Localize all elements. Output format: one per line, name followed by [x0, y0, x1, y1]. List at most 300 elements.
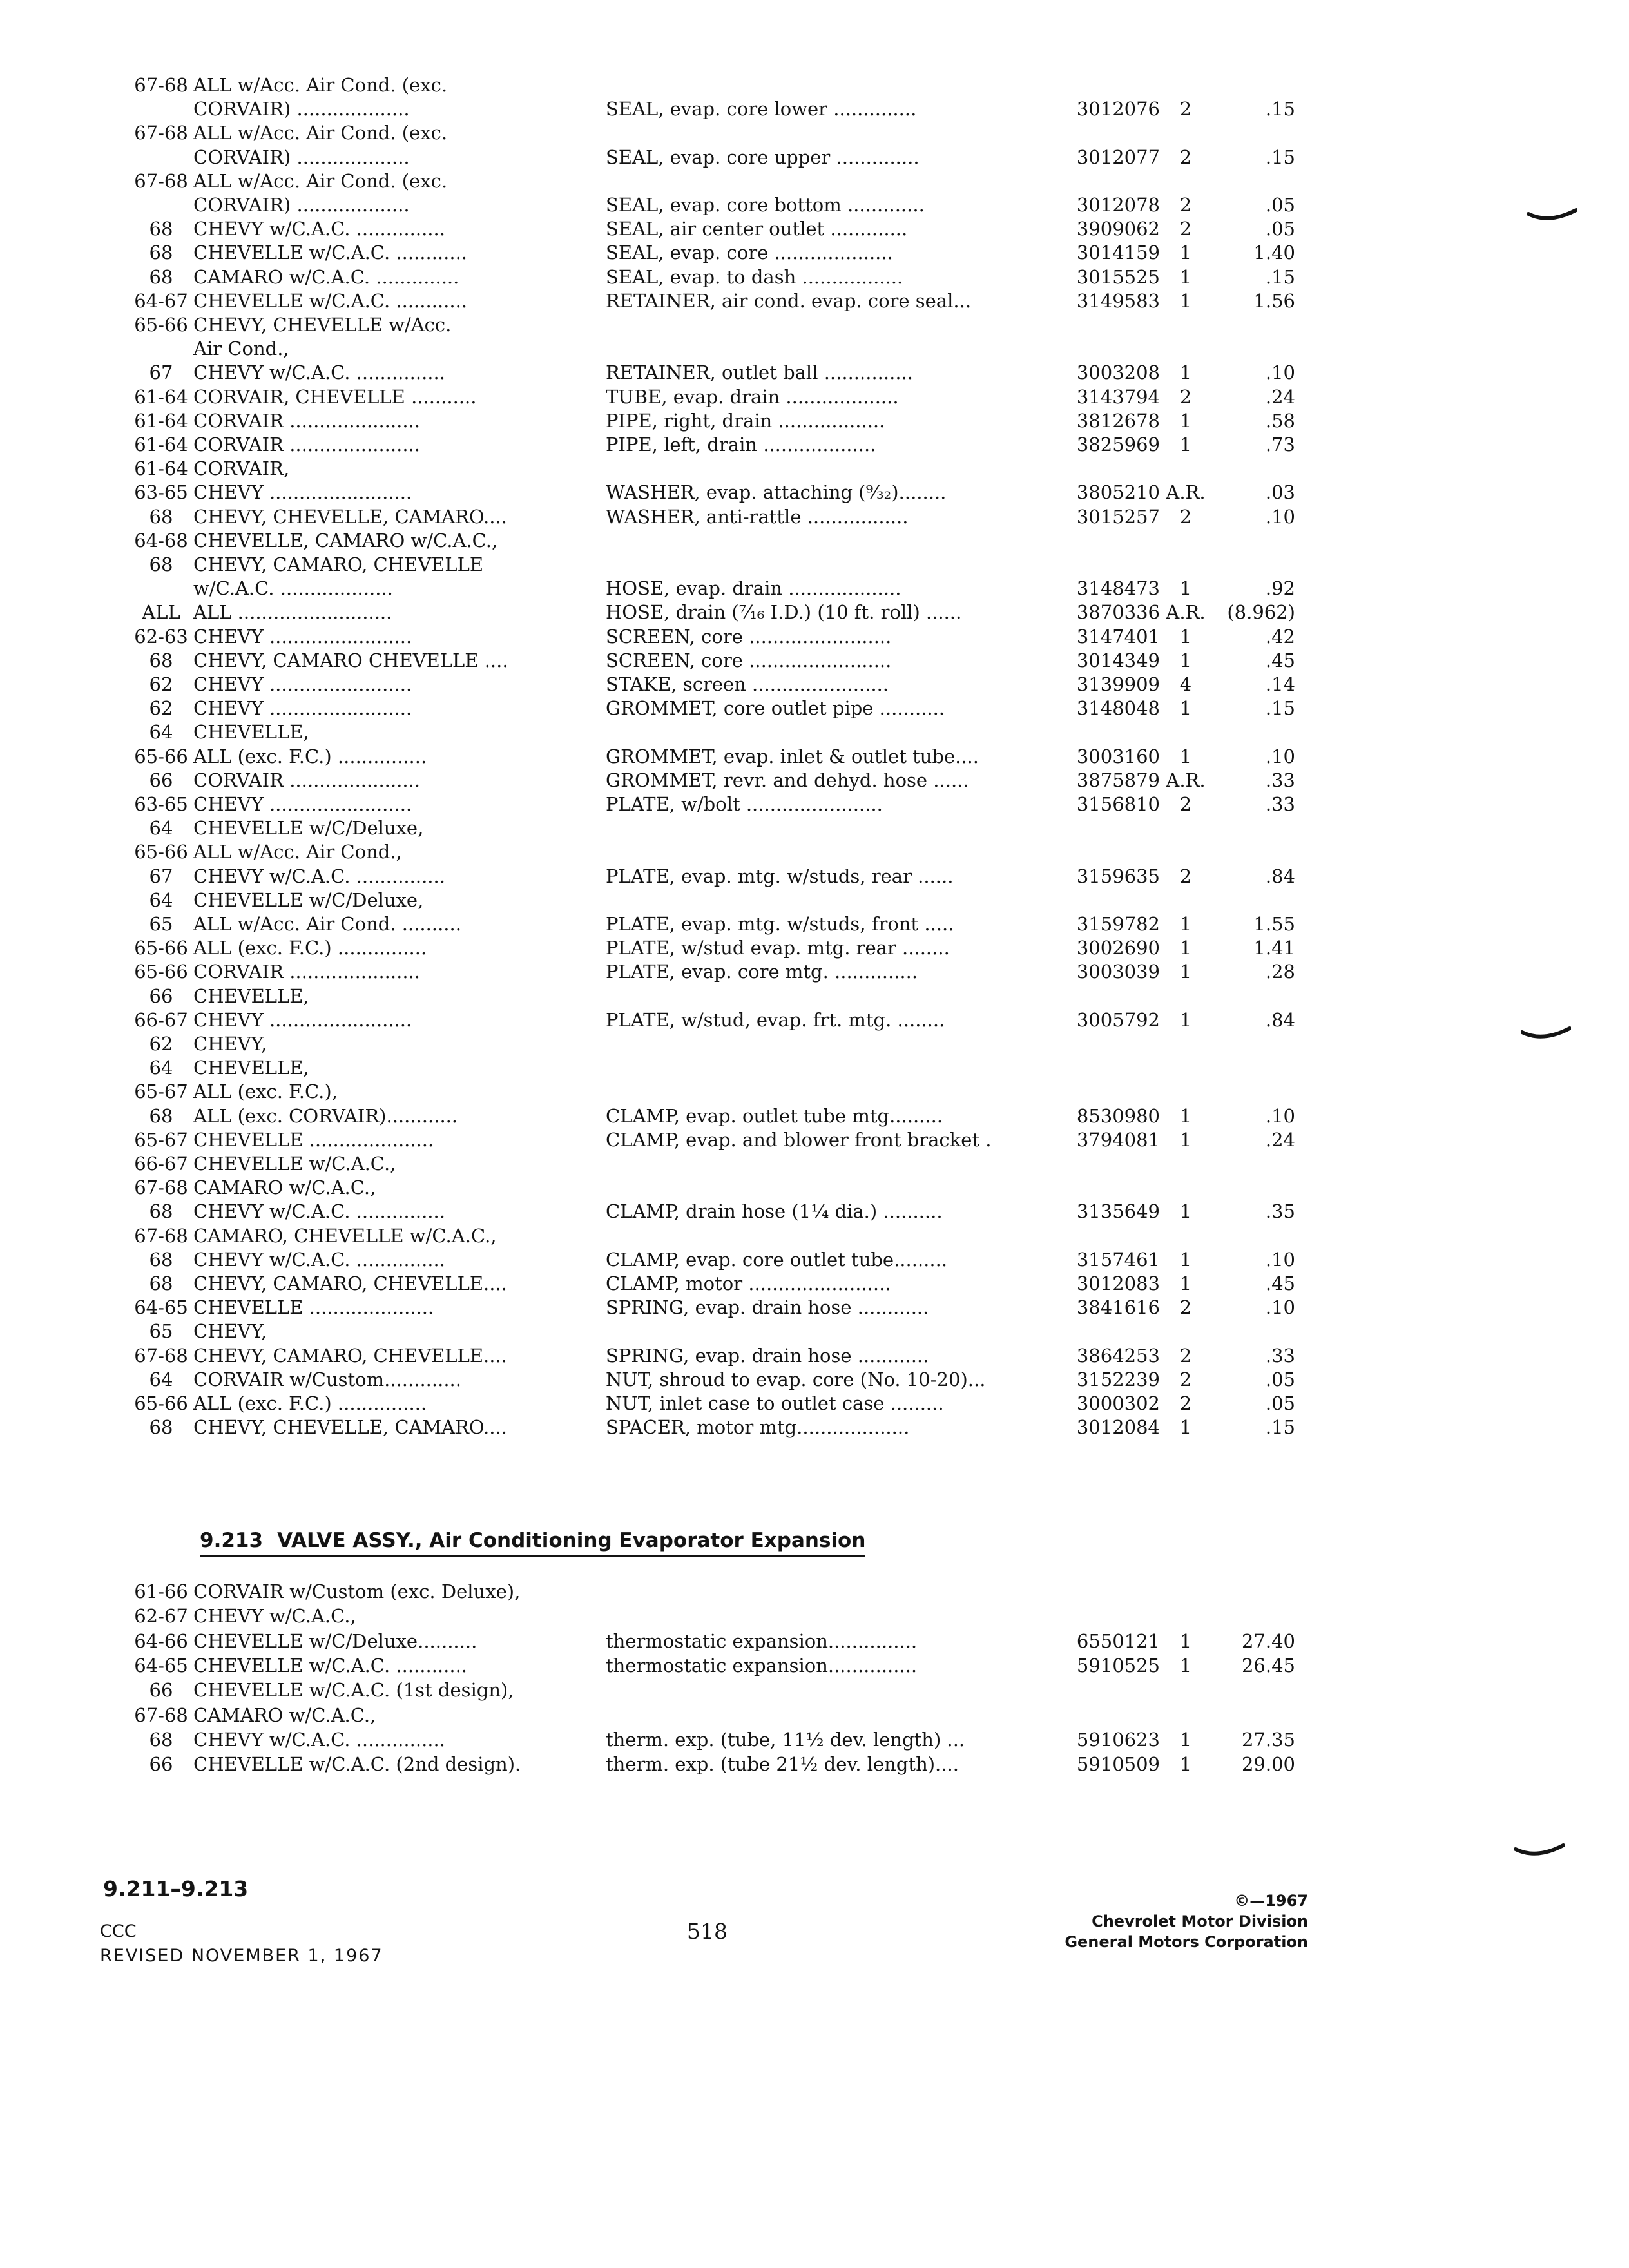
model-year: 63-65 [134, 481, 188, 504]
vehicle-model: CHEVY ........................ [193, 1008, 412, 1031]
vehicle-model: CHEVY w/C.A.C. ............... [193, 361, 445, 384]
part-number: 3012083 [1076, 1273, 1160, 1294]
model-year: ALL [142, 601, 180, 624]
part-number: 3864253 [1076, 1344, 1160, 1367]
quantity: 1 [1179, 913, 1192, 935]
vehicle-model: CHEVY w/C.A.C. ............... [193, 1728, 445, 1751]
price: .84 [1265, 865, 1295, 887]
model-year: 65-66 [134, 961, 188, 983]
vehicle-model: CHEVY, [193, 1320, 267, 1343]
part-number: 8530980 [1076, 1104, 1160, 1127]
quantity: 2 [1179, 505, 1192, 528]
part-number: 3870336 [1076, 601, 1160, 624]
part-number: 3159782 [1076, 913, 1160, 935]
price: .15 [1265, 697, 1295, 720]
vehicle-model: ALL (exc. CORVAIR)............ [193, 1104, 458, 1127]
table-row [0, 528, 1629, 553]
vehicle-model: CHEVELLE w/C/Deluxe, [193, 817, 424, 840]
table-row [0, 959, 1629, 985]
vehicle-model: CHEVY ........................ [193, 697, 412, 720]
vehicle-model: CHEVY ........................ [193, 673, 412, 695]
table-row [0, 1751, 1629, 1777]
model-year: 67-68 [134, 122, 188, 144]
table-row [0, 1677, 1629, 1703]
model-year: 64-65 [134, 1296, 188, 1319]
model-year: 68 [149, 242, 173, 264]
quantity: A.R. [1166, 769, 1206, 791]
model-year: 67-68 [134, 1344, 188, 1367]
table-row [0, 624, 1629, 649]
quantity: 1 [1179, 1416, 1192, 1439]
model-year: 61-66 [134, 1581, 188, 1602]
price: 1.55 [1253, 913, 1295, 935]
model-year: 61-64 [134, 385, 188, 408]
model-year: 64-66 [134, 1629, 188, 1652]
section-number: 9.213 [200, 1529, 264, 1552]
vehicle-model: CHEVY, CHEVELLE, CAMARO.... [193, 505, 507, 528]
quantity: 1 [1179, 434, 1192, 456]
table-row [0, 288, 1629, 314]
quantity: 1 [1179, 577, 1192, 600]
vehicle-model: CHEVY, CAMARO, CHEVELLE.... [193, 1273, 507, 1294]
price: .05 [1265, 218, 1295, 240]
part-description: NUT, shroud to evap. core (No. 10-20)... [606, 1368, 986, 1390]
part-number: 3135649 [1076, 1200, 1160, 1223]
part-number: 3003160 [1076, 745, 1160, 767]
part-description: PLATE, w/stud, evap. frt. mtg. ........ [606, 1008, 945, 1031]
vehicle-model: CHEVY, CHEVELLE w/Acc. [193, 314, 452, 336]
table-row [0, 1367, 1629, 1392]
quantity: 1 [1179, 361, 1192, 384]
part-description: SEAL, evap. to dash ................. [606, 265, 903, 288]
quantity: 1 [1179, 1728, 1192, 1751]
model-year: 64 [149, 817, 173, 840]
part-description: PIPE, left, drain ................... [606, 434, 876, 456]
table-row [0, 1579, 1629, 1604]
model-year: 66 [149, 1679, 173, 1702]
table-row [0, 599, 1629, 625]
model-year: 62 [149, 1033, 173, 1055]
vehicle-model: CHEVY, CHEVELLE, CAMARO.... [193, 1416, 507, 1439]
part-number: 3875879 [1076, 769, 1160, 791]
quantity: 1 [1179, 1008, 1192, 1031]
part-description: HOSE, drain (⁷⁄₁₆ I.D.) (10 ft. roll) ...... [606, 601, 962, 624]
vehicle-model: CORVAIR ...................... [193, 434, 420, 456]
vehicle-model: CHEVY ........................ [193, 481, 412, 504]
table-row [0, 1007, 1629, 1033]
part-description: thermostatic expansion............... [606, 1654, 918, 1677]
vehicle-model: CHEVELLE w/C.A.C. ............ [193, 1654, 468, 1677]
vehicle-model: CORVAIR ...................... [193, 409, 420, 432]
page-number: 518 [687, 1919, 728, 1944]
table-row [0, 648, 1629, 673]
vehicle-model: CAMARO w/C.A.C., [193, 1704, 376, 1726]
table-row [0, 360, 1629, 385]
model-year: 68 [149, 553, 173, 575]
part-number: 3015257 [1076, 505, 1160, 528]
table-row [0, 216, 1629, 242]
table-row [0, 1294, 1629, 1320]
price: .03 [1265, 481, 1295, 504]
vehicle-model: CAMARO w/C.A.C. .............. [193, 265, 459, 288]
part-number: 3143794 [1076, 385, 1160, 408]
table-row [0, 96, 1629, 122]
price: .10 [1265, 1296, 1295, 1319]
model-year: 64-65 [134, 1654, 188, 1677]
model-year: 68 [149, 1273, 173, 1294]
quantity: 2 [1179, 1368, 1192, 1390]
table-row [0, 456, 1629, 481]
part-description: SEAL, evap. core bottom ............. [606, 194, 925, 216]
model-year: 68 [149, 1728, 173, 1751]
table-row [0, 72, 1629, 98]
model-year: 64-67 [134, 289, 188, 312]
part-description: CLAMP, evap. and blower front bracket . [606, 1128, 992, 1151]
model-year: 64 [149, 1057, 173, 1079]
quantity: 1 [1179, 409, 1192, 432]
part-number: 3003039 [1076, 961, 1160, 983]
quantity: 1 [1179, 745, 1192, 767]
table-row [0, 552, 1629, 577]
quantity: 1 [1179, 1248, 1192, 1271]
model-year: 68 [149, 218, 173, 240]
part-number: 6550121 [1076, 1629, 1160, 1652]
quantity: 2 [1179, 793, 1192, 815]
table-row [0, 384, 1629, 410]
vehicle-model: CHEVELLE w/C/Deluxe, [193, 889, 424, 911]
quantity: 1 [1179, 289, 1192, 312]
vehicle-model: CAMARO w/C.A.C., [193, 1177, 376, 1199]
table-row [0, 1414, 1629, 1440]
part-description: GROMMET, evap. inlet & outlet tube.... [606, 745, 979, 767]
vehicle-model: ALL (exc. F.C.) ............... [193, 745, 427, 767]
part-description: therm. exp. (tube, 11½ dev. length) ... [606, 1728, 965, 1751]
part-number: 3825969 [1076, 434, 1160, 456]
part-number: 3909062 [1076, 218, 1160, 240]
table-row [0, 479, 1629, 505]
price: .45 [1265, 1273, 1295, 1294]
vehicle-model: CHEVELLE, CAMARO w/C.A.C., [193, 529, 498, 552]
price: .10 [1265, 1248, 1295, 1271]
model-year: 68 [149, 505, 173, 528]
part-number: 3841616 [1076, 1296, 1160, 1319]
part-number: 3794081 [1076, 1128, 1160, 1151]
table-row [0, 1628, 1629, 1654]
vehicle-model: CHEVELLE w/C.A.C. (1st design), [193, 1679, 514, 1702]
price: (8.962) [1227, 601, 1295, 624]
part-number: 3012076 [1076, 98, 1160, 120]
model-year: 68 [149, 649, 173, 671]
revision-date: REVISED NOVEMBER 1, 1967 [100, 1946, 383, 1966]
table-row [0, 192, 1629, 218]
quantity: 1 [1179, 242, 1192, 264]
part-description: therm. exp. (tube 21½ dev. length).... [606, 1753, 959, 1776]
price: .73 [1265, 434, 1295, 456]
quantity: 2 [1179, 1392, 1192, 1414]
model-year: 62-63 [134, 625, 188, 648]
corporation-name: General Motors Corporation [1065, 1933, 1308, 1951]
group-number: 9.211–9.213 [103, 1876, 249, 1901]
vehicle-model: ALL w/Acc. Air Cond., [193, 841, 402, 863]
part-description: CLAMP, motor ........................ [606, 1273, 891, 1294]
price: .35 [1265, 1200, 1295, 1223]
quantity: 1 [1179, 1273, 1192, 1294]
price: .24 [1265, 385, 1295, 408]
price: .10 [1265, 745, 1295, 767]
vehicle-model: Air Cond., [193, 338, 289, 360]
model-year: 67-68 [134, 1224, 188, 1247]
model-year: 67 [149, 865, 173, 887]
part-description: PLATE, w/stud evap. mtg. rear ........ [606, 937, 950, 959]
part-description: SEAL, evap. core upper .............. [606, 146, 920, 168]
part-number: 3000302 [1076, 1392, 1160, 1414]
table-row [0, 935, 1629, 961]
price: .33 [1265, 769, 1295, 791]
binder-punch-mark [1527, 207, 1577, 223]
price: .84 [1265, 1008, 1295, 1031]
quantity: 1 [1179, 649, 1192, 671]
vehicle-model: CHEVY w/C.A.C., [193, 1605, 356, 1628]
quantity: A.R. [1166, 601, 1206, 624]
model-year: 67 [149, 361, 173, 384]
vehicle-model: CHEVY ........................ [193, 793, 412, 815]
part-number: 5910509 [1076, 1753, 1160, 1776]
table-row [0, 791, 1629, 817]
binder-punch-mark [1514, 1843, 1565, 1858]
vehicle-model: CORVAIR ...................... [193, 961, 420, 983]
quantity: 2 [1179, 865, 1192, 887]
price: .28 [1265, 961, 1295, 983]
table-row [0, 575, 1629, 601]
quantity: 2 [1179, 218, 1192, 240]
model-year: 68 [149, 1104, 173, 1127]
table-row [0, 168, 1629, 194]
part-description: PIPE, right, drain .................. [606, 409, 885, 432]
part-description: RETAINER, outlet ball ............... [606, 361, 913, 384]
model-year: 66-67 [134, 1153, 188, 1175]
quantity: 1 [1179, 1753, 1192, 1776]
part-description: SEAL, evap. core lower .............. [606, 98, 917, 120]
vehicle-model: CHEVY, CAMARO, CHEVELLE.... [193, 1344, 507, 1367]
table-row [0, 1727, 1629, 1753]
vehicle-model: CORVAIR, CHEVELLE ........... [193, 385, 477, 408]
model-year: 68 [149, 265, 173, 288]
table-row [0, 504, 1629, 530]
part-description: WASHER, evap. attaching (⁹⁄₃₂)........ [606, 481, 947, 504]
vehicle-model: CHEVY w/C.A.C. ............... [193, 865, 445, 887]
price: 26.45 [1241, 1654, 1295, 1677]
model-year: 67-68 [134, 1704, 188, 1726]
table-row [0, 1318, 1629, 1344]
part-number: 3012077 [1076, 146, 1160, 168]
price: 1.56 [1253, 289, 1295, 312]
table-row [0, 815, 1629, 841]
table-row [0, 1055, 1629, 1081]
part-number: 3012084 [1076, 1416, 1160, 1439]
vehicle-model: ALL w/Acc. Air Cond. (exc. [193, 169, 448, 192]
quantity: A.R. [1166, 481, 1206, 504]
vehicle-model: CORVAIR) ................... [193, 98, 410, 120]
model-year: 61-64 [134, 409, 188, 432]
vehicle-model: ALL w/Acc. Air Cond. (exc. [193, 74, 448, 96]
table-row [0, 1653, 1629, 1678]
part-number: 3157461 [1076, 1248, 1160, 1271]
part-number: 3014159 [1076, 242, 1160, 264]
vehicle-model: CORVAIR, [193, 457, 290, 480]
table-row [0, 1271, 1629, 1296]
model-year: 61-64 [134, 434, 188, 456]
vehicle-model: ALL (exc. F.C.) ............... [193, 1392, 427, 1414]
table-row [0, 264, 1629, 290]
part-description: SPRING, evap. drain hose ............ [606, 1344, 929, 1367]
quantity: 1 [1179, 937, 1192, 959]
price: 29.00 [1241, 1753, 1295, 1776]
model-year: 65-67 [134, 1081, 188, 1103]
vehicle-model: ALL (exc. F.C.), [193, 1081, 338, 1103]
part-description: RETAINER, air cond. evap. core seal... [606, 289, 972, 312]
vehicle-model: ALL .......................... [193, 601, 392, 624]
model-year: 65 [149, 1320, 173, 1343]
vehicle-model: CHEVY w/C.A.C. ............... [193, 218, 445, 240]
table-row [0, 1223, 1629, 1249]
table-row [0, 719, 1629, 745]
model-year: 64 [149, 1368, 173, 1390]
price: .92 [1265, 577, 1295, 600]
model-year: 68 [149, 1200, 173, 1223]
price: .15 [1265, 98, 1295, 120]
vehicle-model: CHEVELLE w/C.A.C. ............ [193, 242, 468, 264]
model-year: 61-64 [134, 457, 188, 480]
part-description: GROMMET, core outlet pipe ........... [606, 697, 945, 720]
quantity: 1 [1179, 265, 1192, 288]
part-description: SCREEN, core ........................ [606, 649, 892, 671]
model-year: 67-68 [134, 74, 188, 96]
model-year: 66 [149, 769, 173, 791]
model-year: 68 [149, 1248, 173, 1271]
part-number: 5910623 [1076, 1728, 1160, 1751]
quantity: 1 [1179, 961, 1192, 983]
table-row [0, 1031, 1629, 1057]
part-number: 3159635 [1076, 865, 1160, 887]
table-row [0, 1175, 1629, 1200]
quantity: 2 [1179, 146, 1192, 168]
price: .15 [1265, 146, 1295, 168]
table-row [0, 1198, 1629, 1224]
vehicle-model: CORVAIR) ................... [193, 194, 410, 216]
table-row [0, 240, 1629, 265]
model-year: 66 [149, 1753, 173, 1776]
table-row [0, 887, 1629, 913]
vehicle-model: CHEVELLE, [193, 721, 309, 744]
part-number: 3012078 [1076, 194, 1160, 216]
table-row [0, 144, 1629, 170]
part-description: CLAMP, drain hose (1¼ dia.) .......... [606, 1200, 943, 1223]
vehicle-model: CHEVY, CAMARO CHEVELLE .... [193, 649, 508, 671]
part-description: SCREEN, core ........................ [606, 625, 892, 648]
model-year: 64-68 [134, 529, 188, 552]
vehicle-model: CORVAIR ...................... [193, 769, 420, 791]
part-number: 3148473 [1076, 577, 1160, 600]
binder-punch-mark [1521, 1026, 1571, 1041]
part-number: 3002690 [1076, 937, 1160, 959]
vehicle-model: CORVAIR) ................... [193, 146, 410, 168]
quantity: 2 [1179, 1344, 1192, 1367]
table-row [0, 695, 1629, 721]
model-year: 65-67 [134, 1128, 188, 1151]
model-year: 63-65 [134, 793, 188, 815]
quantity: 1 [1179, 697, 1192, 720]
quantity: 1 [1179, 625, 1192, 648]
price: .05 [1265, 194, 1295, 216]
model-year: 64 [149, 721, 173, 744]
vehicle-model: CHEVY ........................ [193, 625, 412, 648]
table-row [0, 1603, 1629, 1629]
price: .05 [1265, 1368, 1295, 1390]
vehicle-model: CHEVELLE ..................... [193, 1296, 434, 1319]
part-number: 3148048 [1076, 697, 1160, 720]
vehicle-model: CORVAIR w/Custom (exc. Deluxe), [193, 1581, 521, 1602]
price: .33 [1265, 793, 1295, 815]
model-year: 62 [149, 673, 173, 695]
model-year: 62 [149, 697, 173, 720]
vehicle-model: ALL w/Acc. Air Cond. (exc. [193, 122, 448, 144]
part-number: 3015525 [1076, 265, 1160, 288]
part-description: PLATE, evap. core mtg. .............. [606, 961, 918, 983]
part-description: PLATE, evap. mtg. w/studs, front ..... [606, 913, 954, 935]
part-number: 3003208 [1076, 361, 1160, 384]
part-description: PLATE, evap. mtg. w/studs, rear ...... [606, 865, 954, 887]
vehicle-model: CHEVY, CAMARO, CHEVELLE [193, 553, 483, 575]
price: .45 [1265, 649, 1295, 671]
model-year: 66 [149, 985, 173, 1007]
table-row [0, 432, 1629, 457]
vehicle-model: CAMARO, CHEVELLE w/C.A.C., [193, 1224, 497, 1247]
division-name: Chevrolet Motor Division [1092, 1912, 1308, 1930]
price: .05 [1265, 1392, 1295, 1414]
price: .33 [1265, 1344, 1295, 1367]
table-row [0, 120, 1629, 146]
model-year: 65-66 [134, 745, 188, 767]
vehicle-model: CHEVELLE w/C.A.C., [193, 1153, 396, 1175]
section-heading [200, 1529, 865, 1557]
part-number: 3156810 [1076, 793, 1160, 815]
price: 27.40 [1241, 1629, 1295, 1652]
table-row [0, 408, 1629, 434]
vehicle-model: CHEVELLE, [193, 985, 309, 1007]
vehicle-model: CHEVELLE w/C.A.C. (2nd design). [193, 1753, 521, 1776]
part-description: WASHER, anti-rattle ................. [606, 505, 909, 528]
table-row [0, 1247, 1629, 1273]
part-description: HOSE, evap. drain ................... [606, 577, 901, 600]
quantity: 1 [1179, 1654, 1192, 1677]
vehicle-model: CORVAIR w/Custom............. [193, 1368, 461, 1390]
price: .10 [1265, 505, 1295, 528]
table-row [0, 1127, 1629, 1153]
table-row [0, 839, 1629, 865]
vehicle-model: ALL (exc. F.C.) ............... [193, 937, 427, 959]
section-title: VALVE ASSY., Air Conditioning Evaporator Expansion [277, 1529, 866, 1552]
part-number: 3139909 [1076, 673, 1160, 695]
part-description: SEAL, evap. core .................... [606, 242, 893, 264]
part-description: SPACER, motor mtg................... [606, 1416, 910, 1439]
price: .42 [1265, 625, 1295, 648]
model-year: 62-67 [134, 1605, 188, 1628]
model-year: 67-68 [134, 1177, 188, 1199]
vehicle-model: CHEVY w/C.A.C. ............... [193, 1200, 445, 1223]
quantity: 2 [1179, 98, 1192, 120]
table-row [0, 1702, 1629, 1728]
price: .15 [1265, 265, 1295, 288]
